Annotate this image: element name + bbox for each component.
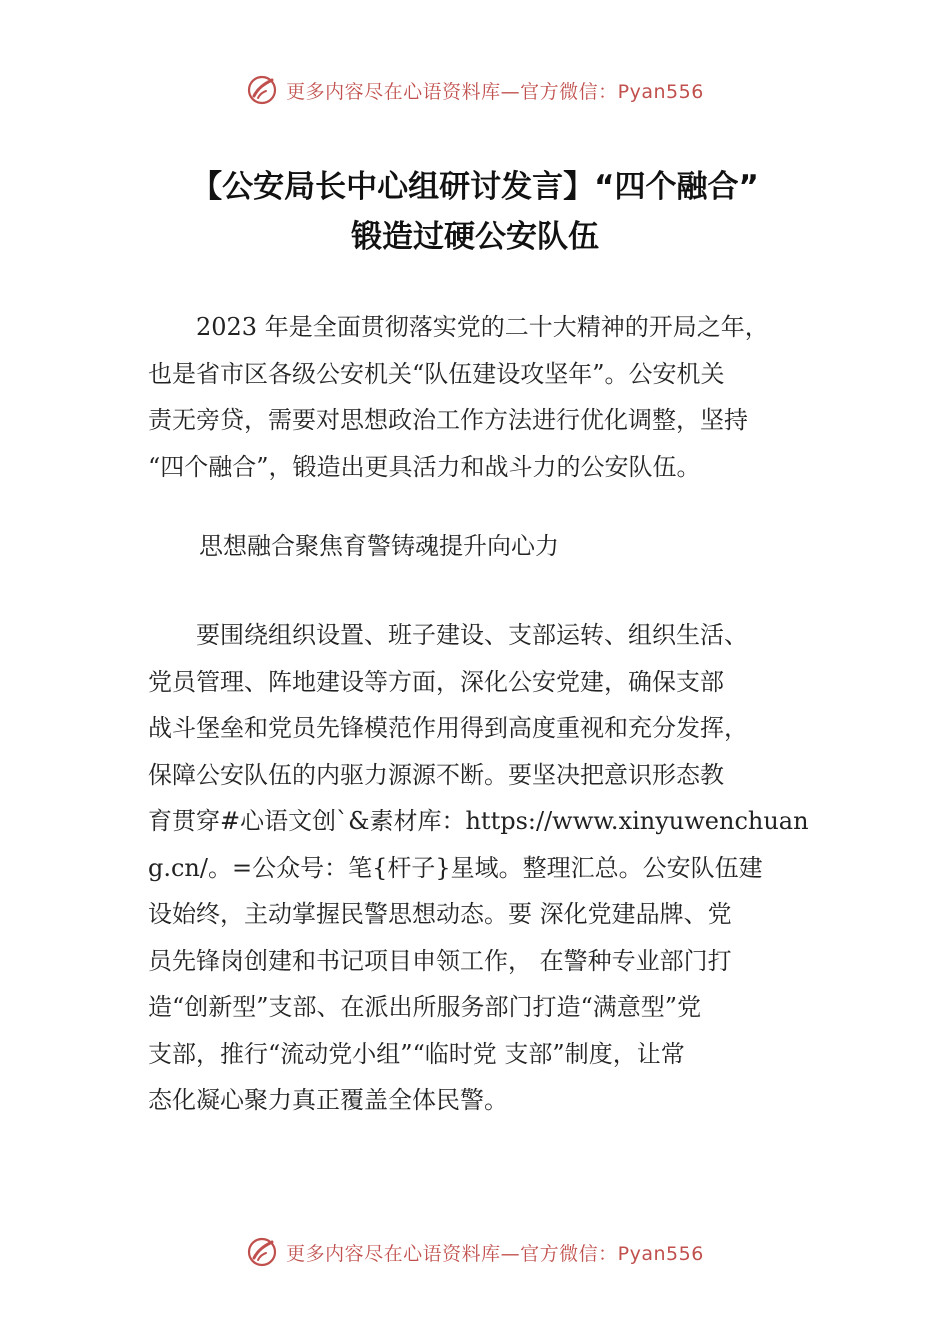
paragraph-line: 设始终，主动掌握民警思想动态。要 深化党建品牌、党 (148, 900, 732, 928)
watermark-footer (0, 1236, 950, 1268)
paragraph-line: 造“创新型”支部、在派出所服务部门打造“满意型”党 (148, 993, 702, 1021)
intro-paragraph (148, 304, 838, 490)
paragraph-line: 战斗堡垒和党员先锋模范作用得到高度重视和充分发挥， (148, 714, 748, 742)
paragraph-line: 要围绕组织设置、班子建设、支部运转、组织生活、 (148, 621, 748, 649)
brush-logo-icon (246, 1236, 278, 1268)
title-line-2: 锻造过硬公安队伍 (351, 219, 599, 255)
paragraph-line: 2023 年是全面贯彻落实党的二十大精神的开局之年， (148, 313, 769, 341)
document-title (60, 162, 890, 262)
paragraph-line: 支部，推行“流动党小组”“临时党 支部”制度，让常 (148, 1039, 685, 1068)
section-paragraph (148, 612, 838, 1124)
watermark-text: 更多内容尽在心语资料库—官方微信：Pyan556 (286, 80, 704, 103)
paragraph-line: 党员管理、阵地建设等方面，深化公安党建，确保支部 (148, 667, 724, 696)
paragraph-line: 态化凝心聚力真正覆盖全体民警。 (148, 1086, 508, 1114)
section-heading: 思想融合聚焦育警铸魂提升向心力 (199, 532, 559, 560)
title-line-1: 【公安局长中心组研讨发言】“四个融合” (191, 169, 759, 205)
paragraph-line: 育贯穿#心语文创`&素材库：https://www.xinyuwenchuan (148, 807, 809, 835)
watermark-text: 更多内容尽在心语资料库—官方微信：Pyan556 (286, 1242, 704, 1265)
paragraph-line: g.cn/。=公众号：笔{杆子}星域。整理汇总。公安队伍建 (148, 853, 763, 882)
paragraph-line: 员先锋岗创建和书记项目申领工作， 在警种专业部门打 (148, 946, 732, 975)
brush-logo-icon (246, 74, 278, 106)
watermark-header (0, 74, 950, 106)
paragraph-line: 也是省市区各级公安机关“队伍建设攻坚年”。公安机关 (148, 359, 725, 388)
paragraph-line: 责无旁贷，需要对思想政治工作方法进行优化调整，坚持 (148, 406, 748, 434)
paragraph-line: 保障公安队伍的内驱力源源不断。要坚决把意识形态教 (148, 760, 724, 789)
paragraph-line: “四个融合”，锻造出更具活力和战斗力的公安队伍。 (148, 452, 701, 481)
